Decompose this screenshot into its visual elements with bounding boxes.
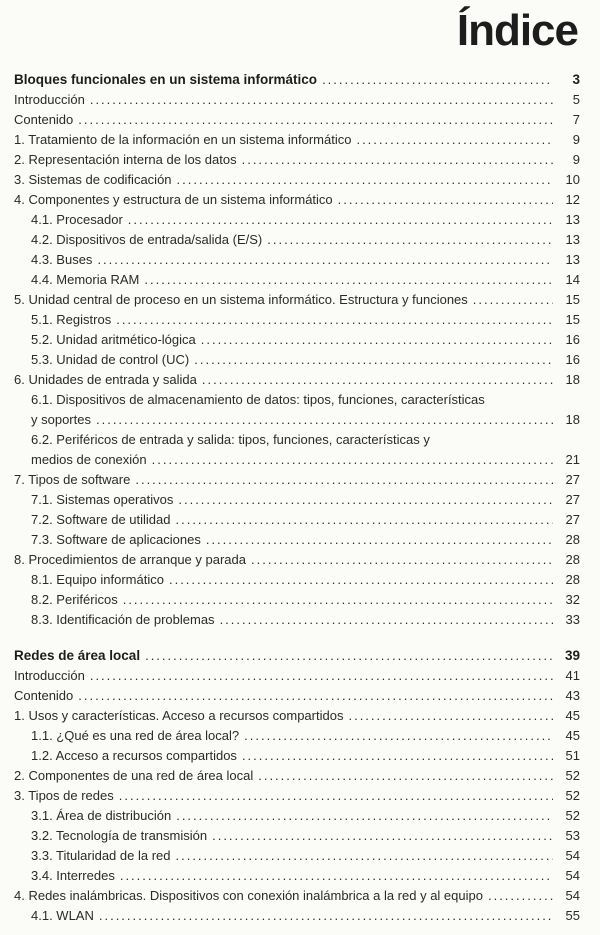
toc-entry: [14, 686, 580, 706]
entry-text: 1.1. ¿Qué es una red de área local?: [31, 728, 240, 743]
dot-leader: [242, 150, 553, 170]
entry-text: 5.1. Registros: [31, 312, 112, 327]
dot-leader: [348, 706, 553, 726]
dot-leader: [99, 906, 553, 926]
toc-entry: [14, 906, 580, 926]
dot-leader: [473, 290, 553, 310]
entry-text: 5.2. Unidad aritmético-lógica: [31, 332, 196, 347]
entry-text: 4. Componentes y estructura de un sistema informático: [14, 192, 333, 207]
entry-page-number: 55: [565, 908, 580, 923]
toc-entry: [14, 230, 580, 250]
entry-text: 4.2. Dispositivos de entrada/salida (E/S): [31, 232, 263, 247]
dot-leader: [338, 190, 553, 210]
entry-page-number: 28: [565, 552, 580, 567]
section-page-number: 3: [572, 72, 580, 87]
toc-entry: [14, 766, 580, 786]
entry-text: 8. Procedimientos de arranque y parada: [14, 552, 246, 567]
dot-leader: [244, 726, 553, 746]
entry-text: 7.2. Software de utilidad: [31, 512, 171, 527]
section-entries: [14, 666, 580, 926]
section-heading-row: [14, 70, 580, 90]
toc-entry: [14, 450, 580, 470]
entry-page-number: 28: [565, 532, 580, 547]
toc-entry: [14, 510, 580, 530]
entry-page-number: 33: [565, 612, 580, 627]
dot-leader: [267, 230, 553, 250]
entry-page-number: 52: [565, 788, 580, 803]
toc-entry: [14, 826, 580, 846]
entry-text: 1. Usos y características. Acceso a recursos compartidos: [14, 708, 344, 723]
toc-entry: [14, 110, 580, 130]
entry-page-number: 41: [565, 668, 580, 683]
dot-leader: [123, 590, 553, 610]
entry-page-number: 13: [565, 252, 580, 267]
entry-text: 4.1. Procesador: [31, 212, 123, 227]
dot-leader: [90, 666, 553, 686]
entry-text: Introducción: [14, 668, 85, 683]
entry-page-number: 51: [565, 748, 580, 763]
dot-leader: [242, 746, 553, 766]
dot-leader: [78, 110, 553, 130]
entry-page-number: 13: [565, 232, 580, 247]
toc-entry: [14, 666, 580, 686]
toc-entry: [14, 430, 580, 450]
section-heading: Redes de área local: [14, 648, 141, 663]
dot-leader: [97, 250, 553, 270]
entry-text: 4.1. WLAN: [31, 908, 94, 923]
toc-entry: [14, 706, 580, 726]
toc-entry: [14, 886, 580, 906]
entry-text: 3.3. Titularidad de la red: [31, 848, 171, 863]
dot-leader: [175, 510, 553, 530]
dot-leader: [178, 490, 553, 510]
section-page-number: 39: [564, 648, 580, 663]
dot-leader: [128, 210, 553, 230]
toc-entry: [14, 170, 580, 190]
dot-leader: [175, 846, 553, 866]
dot-leader: [145, 646, 553, 666]
dot-leader: [169, 570, 553, 590]
entry-text: Contenido: [14, 688, 74, 703]
entry-text: 6.2. Periféricos de entrada y salida: tipos, funciones, características y: [31, 432, 430, 447]
entry-page-number: 52: [565, 768, 580, 783]
dot-leader: [322, 70, 553, 90]
entry-text: 8.1. Equipo informático: [31, 572, 164, 587]
toc-entry: [14, 530, 580, 550]
entry-text: 8.3. Identificación de problemas: [31, 612, 215, 627]
entry-page-number: 43: [565, 688, 580, 703]
toc-entry: [14, 570, 580, 590]
entry-text: 7.1. Sistemas operativos: [31, 492, 174, 507]
toc-entry: [14, 726, 580, 746]
entry-text: Introducción: [14, 92, 85, 107]
entry-page-number: 15: [565, 292, 580, 307]
toc-entry: [14, 370, 580, 390]
entry-page-number: 27: [565, 492, 580, 507]
page-title: Índice: [456, 6, 578, 55]
dot-leader: [201, 330, 553, 350]
toc-entry: [14, 490, 580, 510]
entry-page-number: 45: [565, 708, 580, 723]
dot-leader: [119, 786, 553, 806]
toc-section: [14, 646, 580, 926]
entry-page-number: 13: [565, 212, 580, 227]
entry-page-number: 12: [565, 192, 580, 207]
dot-leader: [202, 370, 553, 390]
entry-text: 1.2. Acceso a recursos compartidos: [31, 748, 237, 763]
toc-entry: [14, 786, 580, 806]
dot-leader: [177, 170, 553, 190]
entry-text: 3. Tipos de redes: [14, 788, 114, 803]
entry-page-number: 16: [565, 332, 580, 347]
dot-leader: [212, 826, 553, 846]
dot-leader: [120, 866, 553, 886]
dot-leader: [206, 530, 553, 550]
entry-page-number: 7: [572, 112, 580, 127]
entry-text: 3.1. Área de distribución: [31, 808, 172, 823]
dot-leader: [96, 410, 553, 430]
toc-entry: [14, 866, 580, 886]
entry-text: 1. Tratamiento de la información en un sistema informático: [14, 132, 352, 147]
entry-text: 5.3. Unidad de control (UC): [31, 352, 190, 367]
entry-text: y soportes: [31, 412, 91, 427]
entry-page-number: 54: [565, 848, 580, 863]
toc-entry: [14, 390, 580, 410]
entry-text: 7.3. Software de aplicaciones: [31, 532, 201, 547]
entry-page-number: 54: [565, 888, 580, 903]
section-heading: Bloques funcionales en un sistema informático: [14, 72, 318, 87]
entry-page-number: 16: [565, 352, 580, 367]
toc-entry: [14, 846, 580, 866]
entry-page-number: 14: [565, 272, 580, 287]
entry-page-number: 27: [565, 512, 580, 527]
dot-leader: [258, 766, 553, 786]
toc-entry: [14, 310, 580, 330]
dot-leader: [176, 806, 553, 826]
toc-entry: [14, 590, 580, 610]
entry-text: 4. Redes inalámbricas. Dispositivos con conexión inalámbrica a la red y al equipo: [14, 888, 483, 903]
entry-text: 2. Componentes de una red de área local: [14, 768, 254, 783]
entry-text: 4.4. Memoria RAM: [31, 272, 140, 287]
entry-text: medios de conexión: [31, 452, 147, 467]
toc-entry: [14, 330, 580, 350]
toc-entry: [14, 290, 580, 310]
dot-leader: [152, 450, 553, 470]
toc-entry: [14, 550, 580, 570]
entry-text: 2. Representación interna de los datos: [14, 152, 237, 167]
dot-leader: [78, 686, 553, 706]
entry-page-number: 9: [572, 152, 580, 167]
entry-text: 8.2. Periféricos: [31, 592, 118, 607]
toc-section: [14, 70, 580, 630]
entry-text: 6.1. Dispositivos de almacenamiento de datos: tipos, funciones, características: [31, 392, 485, 407]
entry-text: 4.3. Buses: [31, 252, 93, 267]
entry-text: 6. Unidades de entrada y salida: [14, 372, 197, 387]
toc-entry: [14, 470, 580, 490]
toc-entry: [14, 746, 580, 766]
toc-entry: [14, 610, 580, 630]
entry-page-number: 9: [572, 132, 580, 147]
entry-page-number: 10: [565, 172, 580, 187]
dot-leader: [135, 470, 553, 490]
entry-page-number: 27: [565, 472, 580, 487]
entry-text: 3.4. Interredes: [31, 868, 115, 883]
entry-text: 3. Sistemas de codificación: [14, 172, 172, 187]
entry-text: 3.2. Tecnología de transmisión: [31, 828, 208, 843]
toc-entry: [14, 90, 580, 110]
toc-entry: [14, 410, 580, 430]
entry-page-number: 18: [565, 372, 580, 387]
section-heading-row: [14, 646, 580, 666]
entry-text: 7. Tipos de software: [14, 472, 131, 487]
toc-entry: [14, 350, 580, 370]
entry-page-number: 53: [565, 828, 580, 843]
dot-leader: [116, 310, 553, 330]
dot-leader: [488, 886, 553, 906]
entry-page-number: 18: [565, 412, 580, 427]
dot-leader: [194, 350, 553, 370]
entry-text: 5. Unidad central de proceso en un sistema informático. Estructura y funciones: [14, 292, 468, 307]
toc-entry: [14, 270, 580, 290]
dot-leader: [220, 610, 553, 630]
toc-entry: [14, 190, 580, 210]
entry-page-number: 5: [572, 92, 580, 107]
toc-entry: [14, 150, 580, 170]
toc-entry: [14, 210, 580, 230]
entry-page-number: 28: [565, 572, 580, 587]
entry-page-number: 21: [565, 452, 580, 467]
toc-list: [14, 70, 580, 926]
entry-page-number: 52: [565, 808, 580, 823]
dot-leader: [144, 270, 553, 290]
dot-leader: [90, 90, 553, 110]
entry-page-number: 45: [565, 728, 580, 743]
toc-entry: [14, 130, 580, 150]
entry-page-number: 15: [565, 312, 580, 327]
toc-entry: [14, 806, 580, 826]
entry-page-number: 54: [565, 868, 580, 883]
toc-entry: [14, 250, 580, 270]
dot-leader: [356, 130, 553, 150]
entry-text: Contenido: [14, 112, 74, 127]
section-entries: [14, 90, 580, 630]
entry-page-number: 32: [565, 592, 580, 607]
dot-leader: [251, 550, 553, 570]
